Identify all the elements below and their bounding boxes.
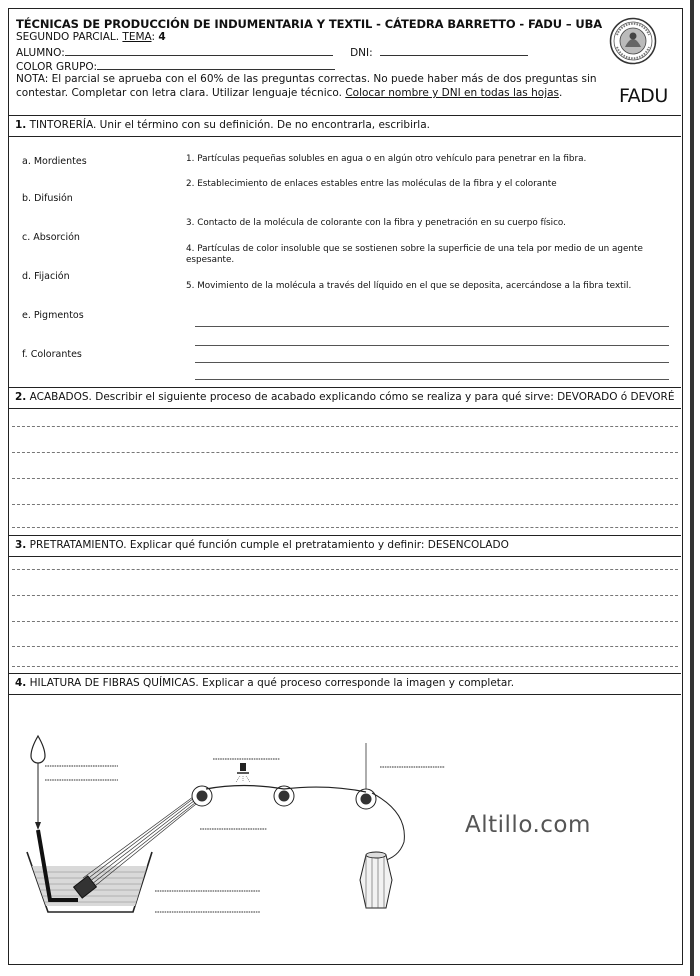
tema-label: TEMA <box>122 31 152 43</box>
dni-label: DNI: <box>350 47 373 59</box>
term-item: d. Fijación <box>22 271 70 282</box>
term-item: a. Mordientes <box>22 156 87 167</box>
q1-title: TINTORERÍA. Unir el término con su definición. De no encontrarla, escribirla. <box>29 119 430 131</box>
watermark: Altillo.com <box>465 812 591 838</box>
tema-value: 4 <box>158 31 166 43</box>
droplet-icon <box>31 736 45 763</box>
arrow-head-icon <box>35 822 41 830</box>
term-item: e. Pigmentos <box>22 310 84 321</box>
definition-item: 1. Partículas pequeñas solubles en agua o en algún otro vehículo para penetrar en la fibra. <box>186 154 587 164</box>
q2-number: 2. <box>15 391 27 403</box>
nota-underlined: Colocar nombre y DNI en todas las hojas <box>345 87 560 99</box>
bobbin-icon <box>360 852 392 908</box>
fadu-logo: FADU <box>619 85 668 107</box>
definition-item: 4. Partículas de color insoluble que se sostienen sobre la superficie de una tela por medio de un agente espesante. <box>186 244 643 265</box>
definition-item: 5. Movimiento de la molécula a través del líquido en el que se deposita, acercándose a la fibra textil. <box>186 281 632 291</box>
q2-title: ACABADOS. Describir el siguiente proceso de acabado explicando cómo se realiza y para qué sirve: DEVORADO ó DEVORÉ <box>29 391 675 403</box>
spray-nozzle-icon <box>236 763 250 782</box>
course-title: TÉCNICAS DE PRODUCCIÓN DE INDUMENTARIA Y TEXTIL - CÁTEDRA BARRETTO - FADU – UBA <box>16 17 603 31</box>
term-item: c. Absorción <box>22 232 80 243</box>
exam-subtitle: SEGUNDO PARCIAL. TEMA: 4 <box>16 31 166 43</box>
q4-number: 4. <box>15 677 27 689</box>
exam-name: SEGUNDO PARCIAL. <box>16 31 120 43</box>
alumno-label: ALUMNO: <box>16 47 65 59</box>
q3-number: 3. <box>15 539 27 551</box>
q4-title: HILATURA DE FIBRAS QUÍMICAS. Explicar a qué proceso corresponde la imagen y completar. <box>29 677 515 689</box>
definition-item: 2. Establecimiento de enlaces estables entre las moléculas de la fibra y el colorante <box>186 179 557 189</box>
color-grupo-label: COLOR GRUPO: <box>16 61 98 73</box>
term-item: b. Difusión <box>22 193 73 204</box>
q3-title: PRETRATAMIENTO. Explicar qué función cumple el pretratamiento y definir: DESENCOLADO <box>29 539 509 551</box>
nota-line-1: NOTA: El parcial se aprueba con el 60% de las preguntas correctas. No puede haber más de dos preguntas sin <box>16 73 597 85</box>
q1-number: 1. <box>15 119 27 131</box>
nota-line-2: contestar. Completar con letra clara. Utilizar lenguaje técnico. Colocar nombre y DNI en todas las hojas. <box>16 87 563 99</box>
definition-item: 3. Contacto de la molécula de colorante con la fibra y penetración en su cuerpo físico. <box>186 218 566 228</box>
term-item: f. Colorantes <box>22 349 82 360</box>
